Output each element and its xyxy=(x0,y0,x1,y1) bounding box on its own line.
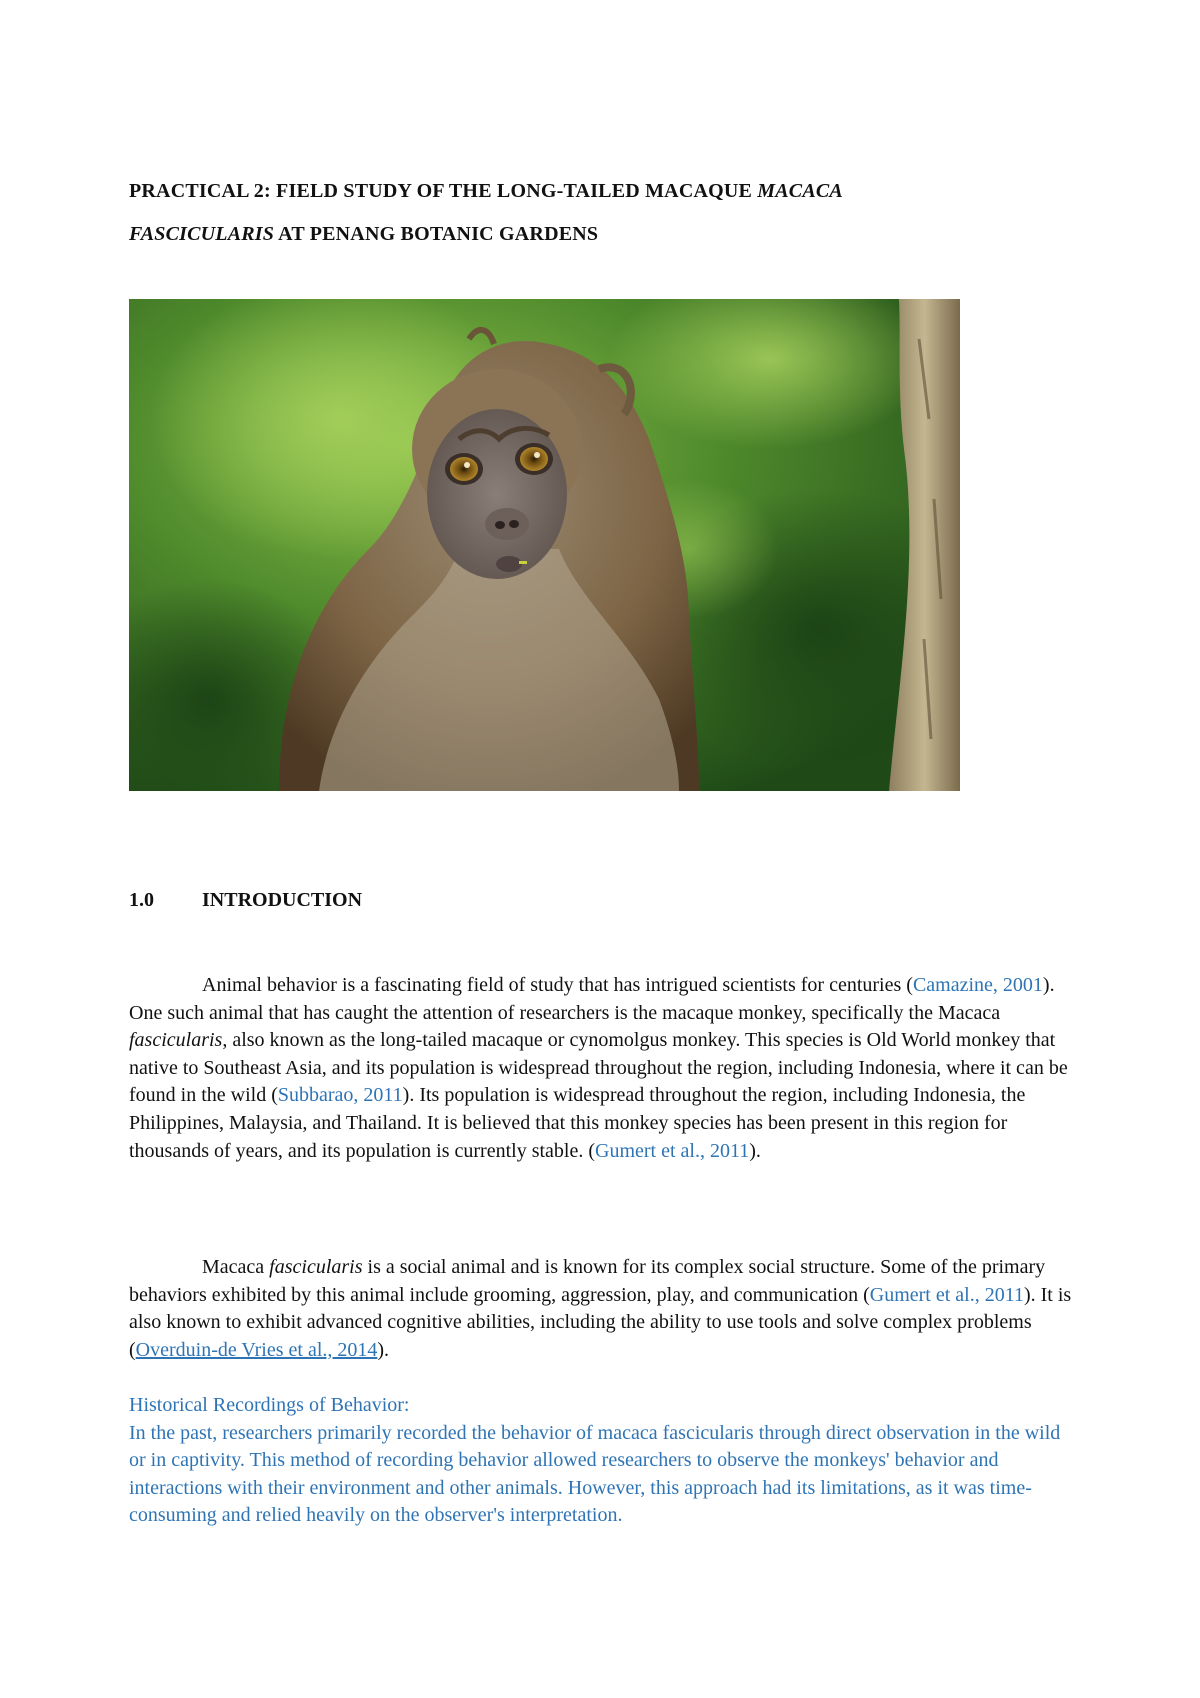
historical-recordings-block xyxy=(129,1392,1074,1530)
document-title xyxy=(129,170,1089,256)
title-genus: MACACA xyxy=(757,180,843,202)
citation-overduin[interactable]: Overduin-de Vries et al., 2014 xyxy=(135,1338,378,1361)
title-species: FASCICULARIS xyxy=(129,223,275,245)
p1-text-3: , also known as the long-tailed macaque or cynomolgus monkey. This species is Old World monkey that native to Southeast Asia, and its population is widespread throughout the region, including Indonesia, where it can be found in the wild ( xyxy=(129,1029,1068,1107)
historical-body: In the past, researchers primarily recorded the behavior of macaca fascicularis through direct observation in the wild or in captivity. This method of recording behavior allowed researchers to observe the monkeys' behavior and interactions with their environment and other animals. However, this approach had its limitations, as it was time-consuming and relied heavily on the observer's interpretation. xyxy=(129,1421,1061,1527)
intro-paragraph-2 xyxy=(129,1254,1074,1364)
citation-subbarao[interactable]: Subbarao, 2011 xyxy=(277,1084,403,1107)
section-number: 1.0 xyxy=(129,889,154,911)
title-suffix: AT PENANG BOTANIC GARDENS xyxy=(274,223,599,245)
citation-gumert-2[interactable]: Gumert et al., 2011 xyxy=(869,1283,1024,1306)
citation-camazine[interactable]: Camazine, 2001 xyxy=(912,974,1043,996)
p1-text-2: ). One such animal that has caught the attention of researchers is the macaque monkey, specifically the Macaca xyxy=(129,974,1055,1024)
p2-text-1: Macaca xyxy=(202,1256,270,1278)
p2-text-2: is a social animal and is known for its complex social structure. Some of the primary behaviors exhibited by this animal include grooming, aggression, play, and communication ( xyxy=(129,1256,1046,1306)
intro-paragraph-1 xyxy=(129,972,1074,1165)
p2-species-italic: fascicularis xyxy=(269,1256,363,1278)
section-heading xyxy=(129,889,362,912)
citation-gumert-1[interactable]: Gumert et al., 2011 xyxy=(595,1139,750,1162)
section-title: INTRODUCTION xyxy=(202,889,363,911)
p1-species-italic: fascicularis xyxy=(129,1029,223,1052)
historical-heading: Historical Recordings of Behavior: xyxy=(129,1394,410,1416)
title-prefix: PRACTICAL 2: FIELD STUDY OF THE LONG-TAILED MACAQUE xyxy=(129,180,758,202)
macaque-photo xyxy=(129,299,960,791)
p2-text-4: ). xyxy=(377,1338,390,1361)
p1-text-1: Animal behavior is a fascinating field of study that has intrigued scientists for centuries ( xyxy=(202,974,913,996)
p1-text-5: ). xyxy=(749,1139,761,1162)
p1-text-4: ). Its population is widespread throughout the region, including Indonesia, the Philippines, Malaysia, and Thailand. It is believed that this monkey species has been present in this region for thousands of years, and its population is currently stable. ( xyxy=(129,1084,1026,1162)
p2-text-3: ). It is also known to exhibit advanced cognitive abilities, including the ability to use tools and solve complex problems ( xyxy=(129,1283,1072,1361)
